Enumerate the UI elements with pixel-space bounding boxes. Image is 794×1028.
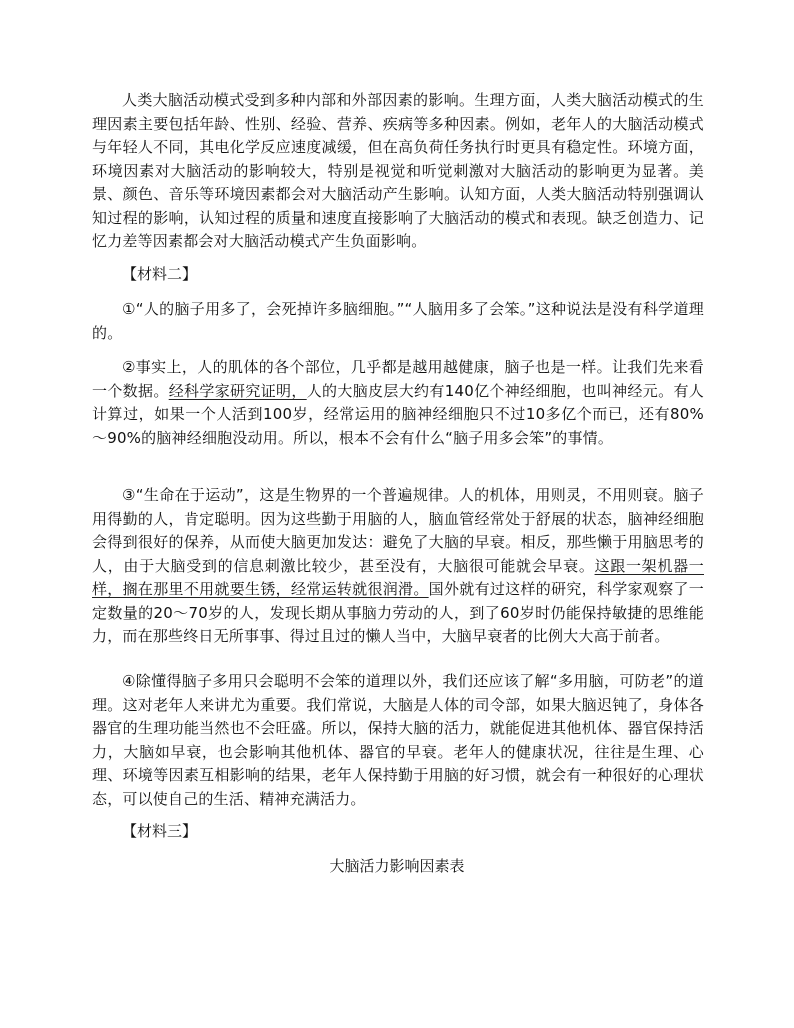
paragraph-section-4: ④除懂得脑子多用只会聪明不会笨的道理以外，我们还应该了解“多用脑，可防老”的道理。这对老年人来讲尤为重要。我们常说，大脑是人体的司令部，如果大脑迟钝了，身体各器官的生理功能当然也不会旺盛。所以，保持大脑的活力，就能促进其他机体、器官保持活力，大脑如早衰，也会影响其他机体、器官的早衰。老年人的健康状况，往往是生理、心理、环境等因素互相影响的结果，老年人保持勤于用脑的好习惯，就会有一种很好的心理状态，可以使自己的生活、精神充满活力。 xyxy=(92,672,704,808)
heading-material-two: 【材料二】 xyxy=(122,265,198,283)
underlined-phrase-machine: 这跟一架机器一样，搁在那里不用就要生锈，经常运转就很润滑。 xyxy=(92,556,704,598)
paragraph-section-1: ①“人的脑子用多了，会死掉许多脑细胞。”“人脑用多了会笨。”这种说法是没有科学道理的。 xyxy=(92,300,704,342)
section-2-text-b: 人的大脑皮层大约有140亿个神经细胞，也叫神经元。有人计算过，如果一个人活到100岁，经常运用的脑神经细胞只不过10多亿个而已，还有80%～90%的脑神经细胞没动用。所以，根本不会有什么“脑子用多会笨”的事情。 xyxy=(92,381,704,447)
table-title: 大脑活力影响因素表 xyxy=(329,857,465,875)
paragraph-section-2 xyxy=(92,356,704,450)
underlined-phrase-research: 经科学家研究证明， xyxy=(168,381,307,400)
section-3-text-b: 国外就有过这样的研究，科学家观察了一定数量的20～70岁的人，发现长期从事脑力劳动的人，到了60岁时仍能保持敏捷的思维能力，而在那些终日无所事事、得过且过的懒人当中，大脑早衰者的比例大大高于前者。 xyxy=(92,580,704,645)
paragraph-intro: 人类大脑活动模式受到多种内部和外部因素的影响。生理方面，人类大脑活动模式的生理因素主要包括年龄、性别、经验、营养、疾病等多种因素。例如，老年人的大脑活动模式与年轻人不同，其电化学反应速度减缓，但在高负荷任务执行时更具有稳定性。环境方面，环境因素对大脑活动的影响较大，特别是视觉和听觉刺激对大脑活动的影响更为显著。美景、颜色、音乐等环境因素都会对大脑活动产生影响。认知方面，人类大脑活动特别强调认知过程的影响，认知过程的质量和速度直接影响了大脑活动的模式和表现。缺乏创造力、记忆力差等因素都会对大脑活动模式产生负面影响。 xyxy=(92,91,704,250)
heading-material-three: 【材料三】 xyxy=(122,822,198,840)
section-3-text-a: ③“生命在于运动”，这是生物界的一个普遍规律。人的机体，用则灵，不用则衰。脑子用得勤的人，肯定聪明。因为这些勤于用脑的人，脑血管经常处于舒展的状态，脑神经细胞会得到很好的保养，从而使大脑更加发达：避免了大脑的早衰。相反，那些懒于用脑思考的人，由于大脑受到的信息刺激比较少，甚至没有，大脑很可能就会早衰。 xyxy=(92,486,704,575)
section-2-text-a: ②事实上，人的肌体的各个部位，几乎都是越用越健康，脑子也是一样。让我们先来看一个数据。 xyxy=(92,358,704,400)
paragraph-section-3 xyxy=(92,484,704,649)
